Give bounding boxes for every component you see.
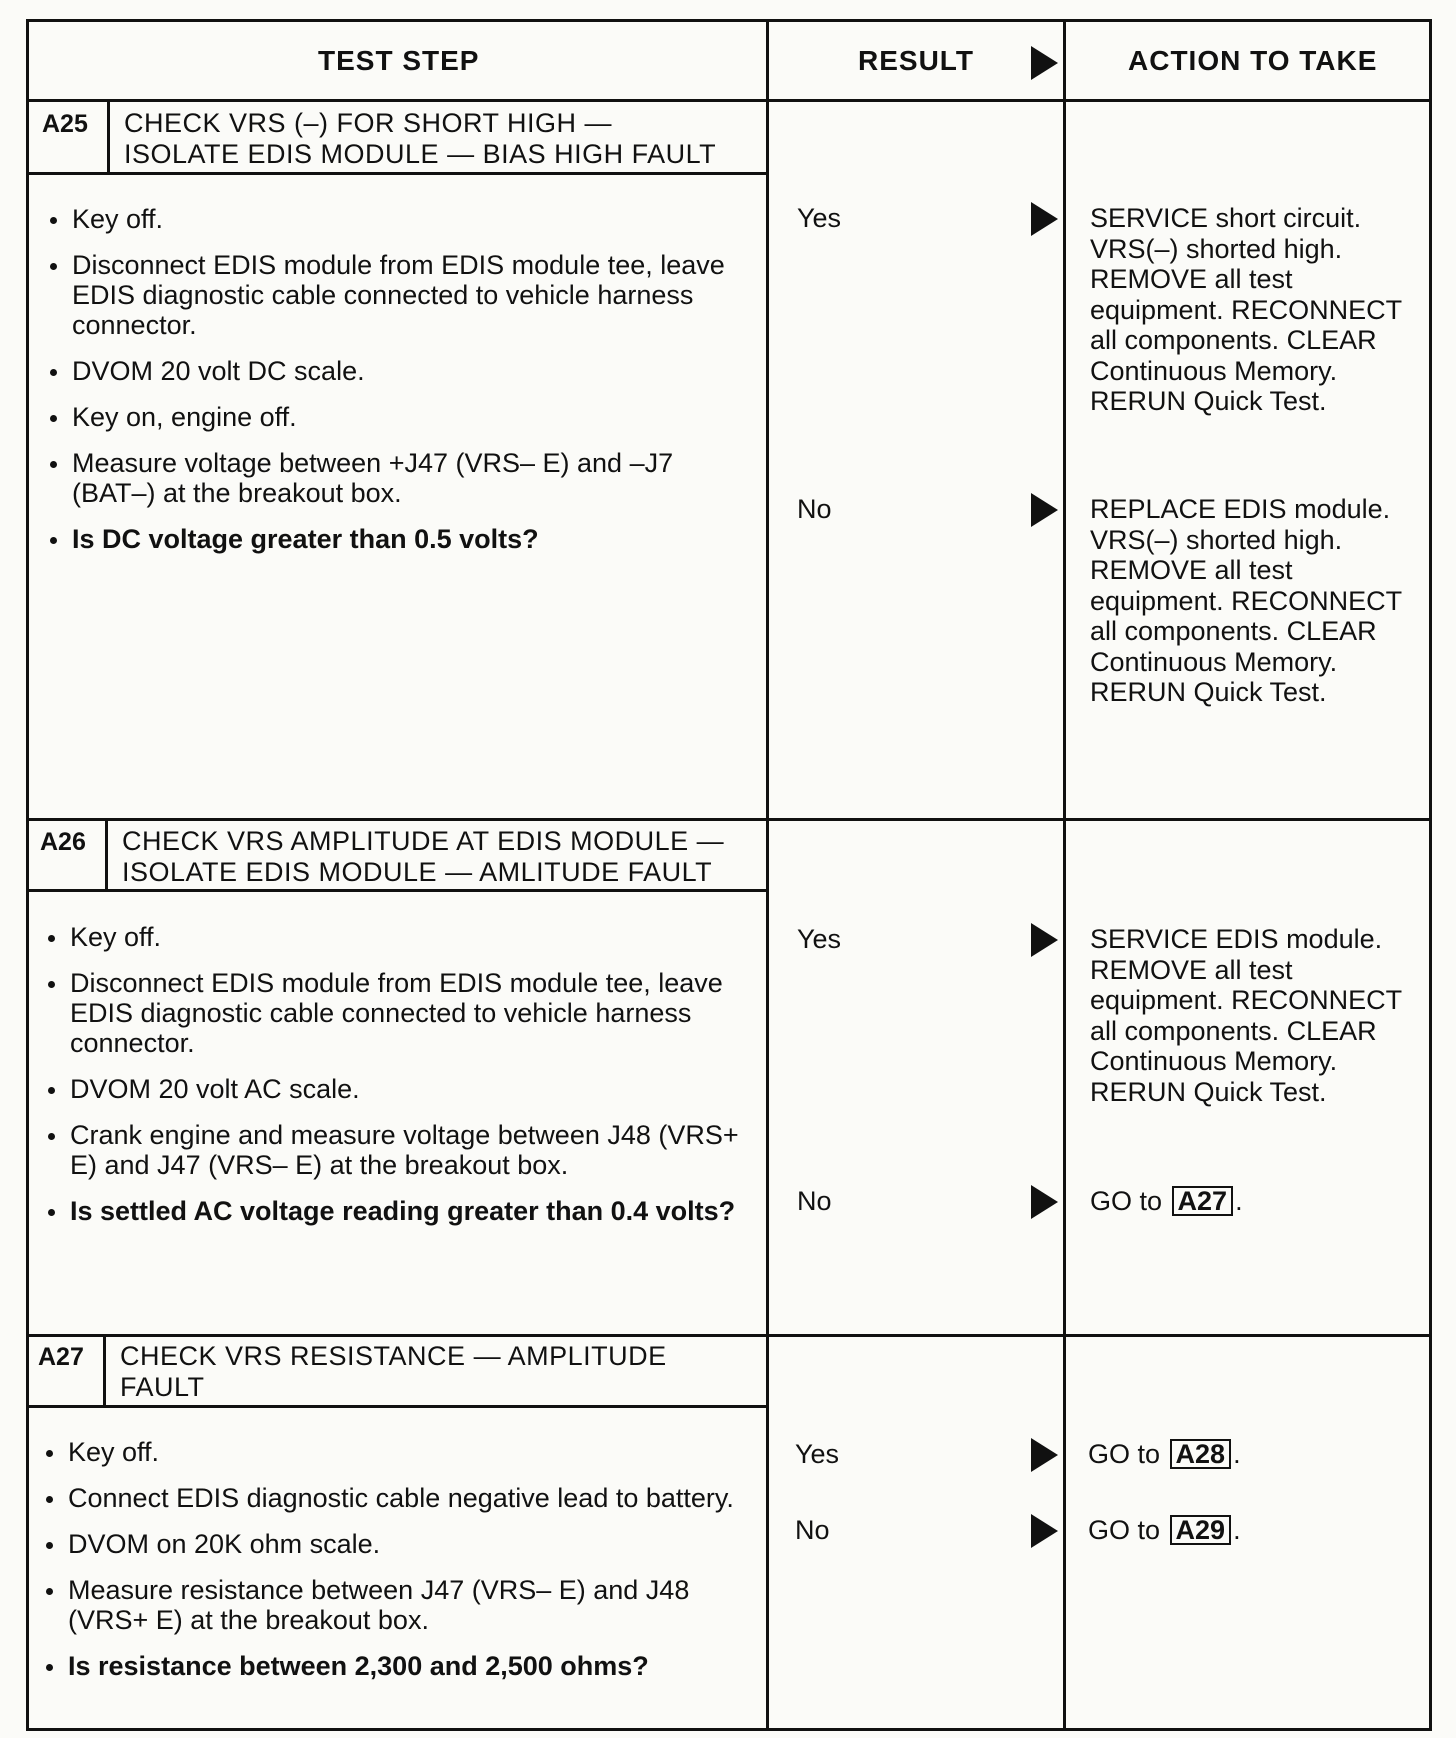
header-result: RESULT: [858, 45, 974, 76]
step-title: CHECK VRS RESISTANCE — AMPLITUDE FAULT: [120, 1341, 667, 1402]
step-reference-a29[interactable]: A29: [1170, 1515, 1232, 1545]
header-arrow-icon: [1031, 46, 1058, 80]
instruction-item: Connect EDIS diagnostic cable negative lead to battery.: [42, 1483, 746, 1513]
result-yes-label: Yes: [797, 924, 842, 954]
step-id-divider: [105, 818, 108, 892]
step-reference-a28[interactable]: A28: [1170, 1439, 1232, 1469]
header-test-step: TEST STEP: [318, 45, 480, 76]
result-arrow-icon: [1031, 1514, 1058, 1548]
step-question: Is settled AC voltage reading greater than 0.4 volts?: [44, 1196, 746, 1226]
action-text: [1090, 1186, 1410, 1217]
action-prefix: GO to: [1088, 1439, 1161, 1469]
instruction-item: DVOM 20 volt DC scale.: [46, 356, 746, 386]
action-text: [1088, 1515, 1408, 1546]
action-text: [1088, 1439, 1408, 1470]
result-arrow-icon: [1031, 1185, 1058, 1219]
action-prefix: GO to: [1088, 1515, 1161, 1545]
instruction-item: Key off.: [46, 204, 746, 234]
instruction-item: Key off.: [44, 922, 746, 952]
instruction-item: Key off.: [42, 1437, 746, 1467]
step-a26-instructions: [44, 922, 746, 1242]
instruction-item: DVOM 20 volt AC scale.: [44, 1074, 746, 1104]
result-arrow-icon: [1031, 1438, 1058, 1472]
result-no-label: No: [797, 1186, 832, 1216]
result-yes-label: Yes: [797, 203, 842, 233]
step-title: CHECK VRS (–) FOR SHORT HIGH — ISOLATE EDIS MODULE — BIAS HIGH FAULT: [124, 108, 717, 169]
step-id: A25: [42, 110, 88, 138]
instruction-item: Key on, engine off.: [46, 402, 746, 432]
step-id: A27: [38, 1343, 84, 1371]
step-id: A26: [40, 828, 86, 856]
instruction-item: Disconnect EDIS module from EDIS module tee, leave EDIS diagnostic cable connected to vehicle harness connector.: [44, 968, 746, 1058]
instruction-item: Measure voltage between +J47 (VRS– E) and –J7 (BAT–) at the breakout box.: [46, 448, 746, 508]
step-question: Is resistance between 2,300 and 2,500 ohms?: [42, 1651, 746, 1681]
instruction-item: Crank engine and measure voltage between J48 (VRS+ E) and J47 (VRS– E) at the breakout box.: [44, 1120, 746, 1180]
step-id-divider: [107, 99, 110, 175]
action-text: SERVICE EDIS module. REMOVE all test equipment. RECONNECT all components. CLEAR Continuous Memory. RERUN Quick Test.: [1090, 924, 1402, 1107]
result-no-label: No: [797, 494, 832, 524]
instruction-item: Measure resistance between J47 (VRS– E) and J48 (VRS+ E) at the breakout box.: [42, 1575, 746, 1635]
action-suffix: .: [1233, 1515, 1241, 1545]
action-prefix: GO to: [1090, 1186, 1163, 1216]
result-yes-label: Yes: [795, 1439, 840, 1469]
action-text: SERVICE short circuit. VRS(–) shorted high. REMOVE all test equipment. RECONNECT all components. CLEAR Continuous Memory. RERUN Quick Test.: [1090, 203, 1402, 416]
action-text: REPLACE EDIS module. VRS(–) shorted high. REMOVE all test equipment. RECONNECT all components. CLEAR Continuous Memory. RERUN Quick Test.: [1090, 494, 1402, 707]
result-arrow-icon: [1031, 493, 1058, 527]
action-suffix: .: [1235, 1186, 1243, 1216]
instruction-item: DVOM on 20K ohm scale.: [42, 1529, 746, 1559]
step-title: CHECK VRS AMPLITUDE AT EDIS MODULE — ISOLATE EDIS MODULE — AMLITUDE FAULT: [122, 826, 725, 887]
step-question: Is DC voltage greater than 0.5 volts?: [46, 524, 746, 554]
column-divider-1: [766, 19, 769, 1731]
step-a25-instructions: [46, 204, 746, 570]
action-suffix: .: [1233, 1439, 1241, 1469]
column-divider-2: [1063, 19, 1066, 1731]
instruction-item: Disconnect EDIS module from EDIS module tee, leave EDIS diagnostic cable connected to vehicle harness connector.: [46, 250, 746, 340]
step-a27-instructions: [42, 1437, 746, 1697]
step-reference-a27[interactable]: A27: [1172, 1186, 1234, 1216]
result-no-label: No: [795, 1515, 830, 1545]
result-arrow-icon: [1031, 923, 1058, 957]
step-id-divider: [103, 1334, 106, 1408]
result-arrow-icon: [1031, 202, 1058, 236]
header-action: ACTION TO TAKE: [1128, 45, 1378, 76]
